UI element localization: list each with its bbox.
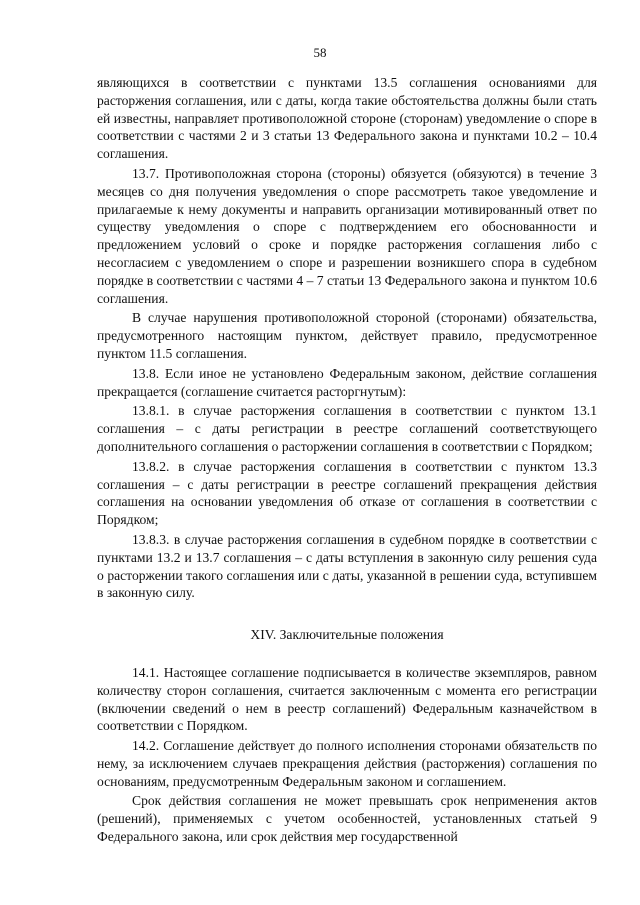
document-body [97,74,597,848]
paragraph: 13.8. Если иное не установлено Федеральным законом, действие соглашения прекращается (соглашение считается расторгнутым): [97,365,597,399]
page-number: 58 [313,45,327,60]
paragraph: 13.8.2. в случае расторжения соглашения в соответствии с пунктом 13.3 соглашения – с даты регистрации в реестре соглашений прекращения действия соглашения на основании уведомления об отказе от соглашения в соответствии с Порядком; [97,458,597,528]
paragraph: 13.8.1. в случае расторжения соглашения в соответствии с пунктом 13.1 соглашения – с даты регистрации в реестре соглашений соответствующего дополнительного соглашения о расторжении соглашения в соответствии с Порядком; [97,403,597,454]
paragraph: Срок действия соглашения не может превышать срок неприменения актов (решений), применяемых с учетом особенностей, установленных статьей 9 Федерального закона, или срок действия мер государственной [97,793,597,845]
section-heading: XIV. Заключительные положения [250,627,444,643]
paragraph: 13.7. Противоположная сторона (стороны) обязуется (обязуются) в течение 3 месяцев со дня получения уведомления о споре рассмотреть такое уведомление и прилагаемые к нему документы и направить организации мотивированный ответ по существу уведомления о споре с подтверждением его обоснованности и предложением условий о сроке и порядке расторжения соглашения либо с несогласием с уведомлением о споре и разрешении возникшего спора в судебном порядке в соответствии с частями 4 – 7 статьи 13 Федерального закона и пунктом 10.6 соглашения. [97,165,597,306]
section-xiii-tail [97,74,597,602]
paragraph: 13.8.3. в случае расторжения соглашения в судебном порядке в соответствии с пунктами 13.2 и 13.7 соглашения – с даты вступления в законную силу решения суда о расторжении такого соглашения или с даты, указанной в решении суда, вступившем в законную силу. [97,531,597,601]
paragraph: В случае нарушения противоположной стороной (сторонами) обязательства, предусмотренного настоящим пунктом, действует правило, предусмотренное пунктом 11.5 соглашения. [97,310,597,361]
paragraph: 14.2. Соглашение действует до полного исполнения сторонами обязательств по нему, за исключением случаев прекращения действия (расторжения) соглашения по основаниям, предусмотренным Федеральным законом и соглашением. [97,738,597,789]
paragraph: являющихся в соответствии с пунктами 13.5 соглашения основаниями для расторжения соглашения, или с даты, когда такие обстоятельства должны были стать ей известны, направляет противоположной стороне (сторонам) уведомление о споре в соответствии с частями 2 и 3 статьи 13 Федерального закона и пунктами 10.2 – 10.4 соглашения. [97,75,597,162]
paragraph: 14.1. Настоящее соглашение подписывается в количестве экземпляров, равном количеству сторон соглашения, считается заключенным с момента его регистрации (включении сведений о нем в реестр соглашений) Федеральным казначейством в соответствии с Порядком. [97,664,597,734]
section-xiv-body [97,664,597,846]
